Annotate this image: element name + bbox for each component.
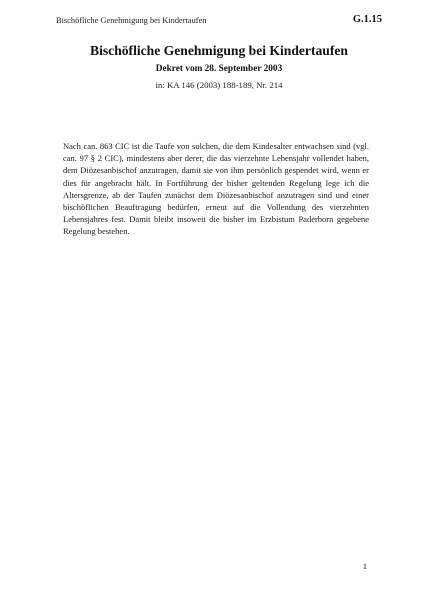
body-paragraph: Nach can. 863 CIC ist die Taufe von solchen, die dem Kindesalter entwachsen sind (vgl. can. 97 § 2 CIC), mindestens aber derer, die das vierzehnte Lebensjahr vollendet haben, dem Diözesanbischof anzutragen, damit sie von ihm persönlich gespendet wird, wenn er dies für angebracht hält. In Fortführung der bisher geltenden Regelung lege ich die Altersgrenze, ab der Taufen zunächst dem Diözesanbischof anzutragen sind und einer bischöflichen Beauftragung bedürfen, erneut auf die Vollendung des vierzehnten Lebensjahres fest. Damit bleibt insoweit die bisher im Erzbistum Paderborn gegebene Regelung bestehen.: [63, 141, 369, 237]
document-source: in: KA 146 (2003) 188-189, Nr. 214: [155, 80, 283, 90]
title-block: [56, 42, 382, 91]
document-title: Bischöfliche Genehmigung bei Kindertaufen: [90, 43, 348, 58]
document-subtitle: Dekret vom 28. September 2003: [155, 64, 283, 74]
running-header: [56, 14, 382, 28]
running-title: Bischöfliche Genehmigung bei Kindertaufen: [56, 16, 207, 25]
page-number: 1: [362, 561, 367, 571]
section-code: G.1.15: [352, 14, 382, 25]
